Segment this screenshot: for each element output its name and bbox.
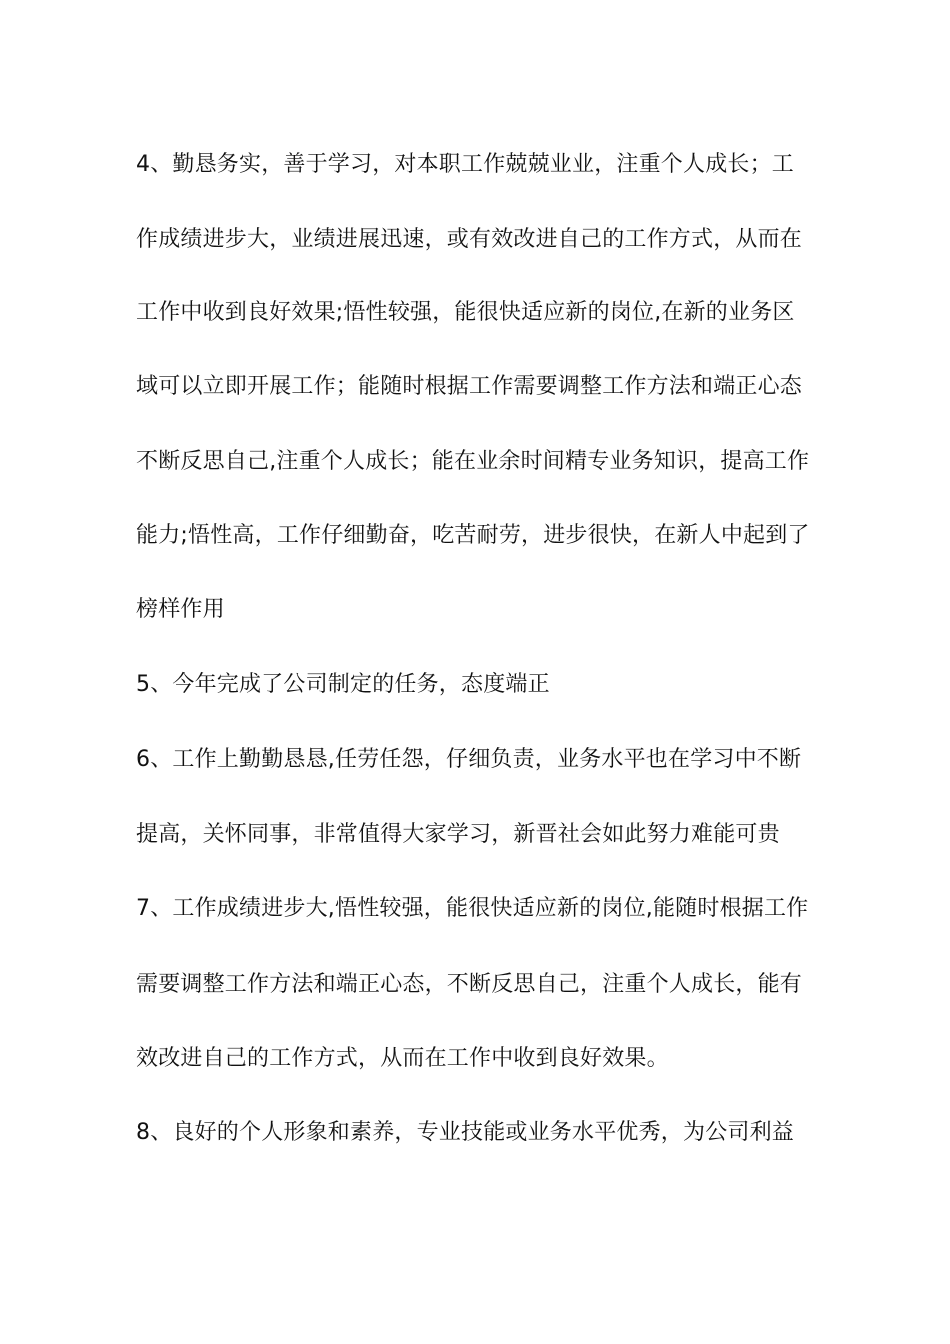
text-line: 能力;悟性高，工作仔细勤奋，吃苦耐劳，进步很快，在新人中起到了 xyxy=(136,523,810,548)
text-line: 4、勤恳务实，善于学习，对本职工作兢兢业业，注重个人成长；工 xyxy=(136,152,794,177)
text-line: 8、良好的个人形象和素养，专业技能或业务水平优秀，为公司利益 xyxy=(136,1120,794,1145)
text-line: 不断反思自己,注重个人成长；能在业余时间精专业务知识，提高工作 xyxy=(136,449,810,474)
text-line: 提高，关怀同事，非常值得大家学习，新晋社会如此努力难能可贵 xyxy=(136,822,780,847)
text-line: 作成绩进步大，业绩进展迅速，或有效改进自己的工作方式，从而在 xyxy=(136,227,803,252)
text-line: 域可以立即开展工作；能随时根据工作需要调整工作方法和端正心态 xyxy=(136,374,803,399)
text-line: 工作中收到良好效果;悟性较强，能很快适应新的岗位,在新的业务区 xyxy=(136,300,795,325)
text-line: 5、今年完成了公司制定的任务，态度端正 xyxy=(136,672,550,697)
text-line: 需要调整工作方法和端正心态，不断反思自己，注重个人成长，能有 xyxy=(136,972,803,997)
text-line: 7、工作成绩进步大,悟性较强，能很快适应新的岗位,能随时根据工作 xyxy=(136,896,809,921)
text-line: 榜样作用 xyxy=(136,597,225,622)
text-line: 6、工作上勤勤恳恳,任劳任怨，仔细负责，业务水平也在学习中不断 xyxy=(136,747,802,772)
text-line: 效改进自己的工作方式，从而在工作中收到良好效果。 xyxy=(136,1046,669,1071)
